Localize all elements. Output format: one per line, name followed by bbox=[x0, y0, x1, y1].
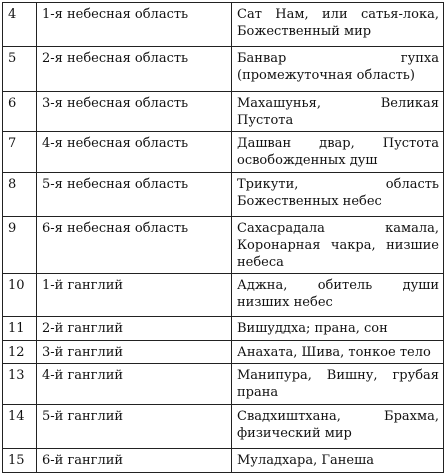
row-number: 15 bbox=[3, 449, 37, 473]
region-description: Вишуддха; прана, сон bbox=[232, 317, 444, 341]
region-description: Аджна, обитель души низших небес bbox=[232, 274, 444, 317]
region-description: Сахасрадала камала, Коронарная чакра, низшие небеса bbox=[232, 217, 444, 274]
region-description: Махашунья, Великая Пустота bbox=[232, 92, 444, 132]
region-description: Манипура, Вишну, грубая прана bbox=[232, 364, 444, 405]
region-name: 6-й ганглий bbox=[37, 449, 232, 473]
region-name: 4-я небесная область bbox=[37, 132, 232, 173]
table-row bbox=[3, 47, 444, 92]
row-number: 6 bbox=[3, 92, 37, 132]
region-name: 2-й ганглий bbox=[37, 317, 232, 341]
row-number: 4 bbox=[3, 3, 37, 47]
region-name: 5-я небесная область bbox=[37, 173, 232, 217]
table-row bbox=[3, 132, 444, 173]
table-row bbox=[3, 92, 444, 132]
region-description: Муладхара, Ганеша bbox=[232, 449, 444, 473]
row-number: 13 bbox=[3, 364, 37, 405]
region-name: 3-я небесная область bbox=[37, 92, 232, 132]
row-number: 12 bbox=[3, 341, 37, 364]
region-description: Трикути, область Божественных небес bbox=[232, 173, 444, 217]
region-description: Сат Нам, или сатья-лока, Божественный мир bbox=[232, 3, 444, 47]
region-name: 3-й ганглий bbox=[37, 341, 232, 364]
table-row bbox=[3, 405, 444, 449]
table-row bbox=[3, 317, 444, 341]
region-name: 1-й ганглий bbox=[37, 274, 232, 317]
row-number: 9 bbox=[3, 217, 37, 274]
row-number: 11 bbox=[3, 317, 37, 341]
region-description: Свадхиштхана, Брахма, физический мир bbox=[232, 405, 444, 449]
table-row bbox=[3, 3, 444, 47]
region-name: 6-я небесная область bbox=[37, 217, 232, 274]
table-row bbox=[3, 364, 444, 405]
region-description: Банвар гупха (промежуточная область) bbox=[232, 47, 444, 92]
table-body bbox=[3, 3, 444, 473]
region-name: 4-й ганглий bbox=[37, 364, 232, 405]
region-description: Дашван двар, Пустота освобожденных душ bbox=[232, 132, 444, 173]
row-number: 8 bbox=[3, 173, 37, 217]
row-number: 7 bbox=[3, 132, 37, 173]
table-row bbox=[3, 274, 444, 317]
row-number: 14 bbox=[3, 405, 37, 449]
table-row bbox=[3, 173, 444, 217]
row-number: 10 bbox=[3, 274, 37, 317]
region-name: 1-я небесная область bbox=[37, 3, 232, 47]
region-description: Анахата, Шива, тонкое тело bbox=[232, 341, 444, 364]
table-row bbox=[3, 449, 444, 473]
region-name: 2-я небесная область bbox=[37, 47, 232, 92]
regions-table bbox=[2, 2, 444, 473]
table-row bbox=[3, 217, 444, 274]
row-number: 5 bbox=[3, 47, 37, 92]
region-name: 5-й ганглий bbox=[37, 405, 232, 449]
table-row bbox=[3, 341, 444, 364]
